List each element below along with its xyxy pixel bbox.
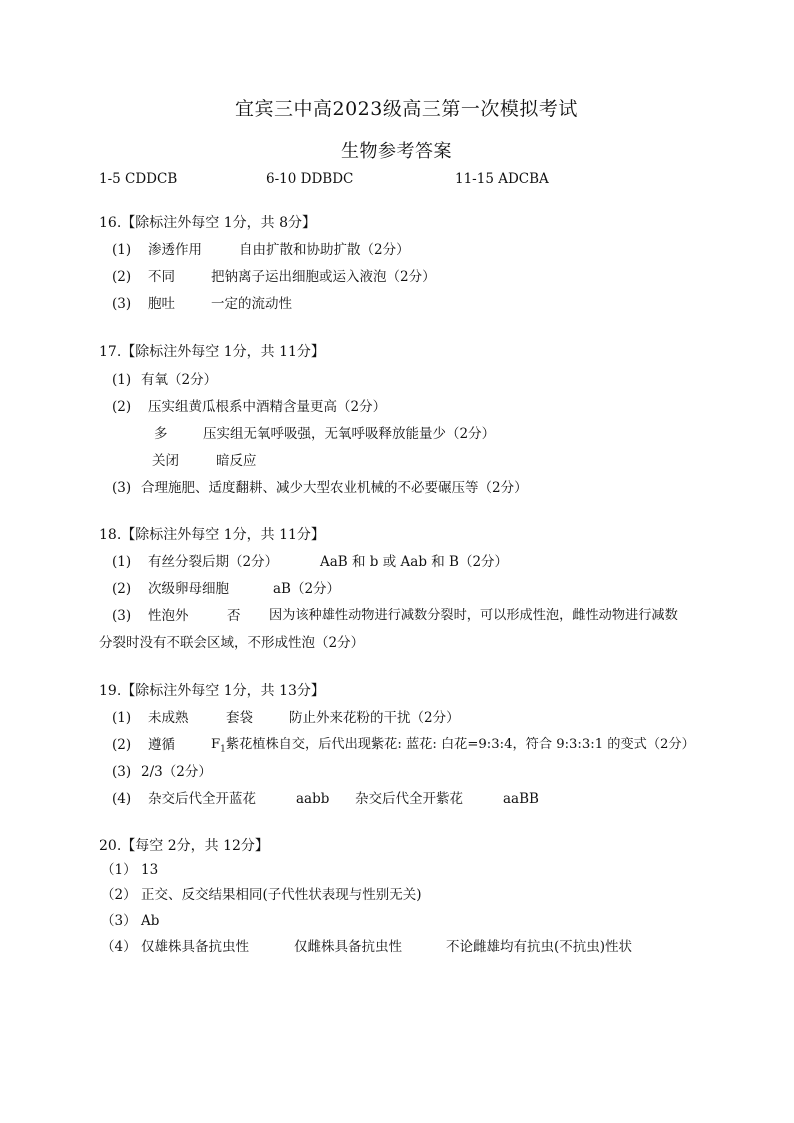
q18-1-answer-a: 有丝分裂后期（2分） xyxy=(148,554,279,570)
q20-2-number: （2） xyxy=(101,887,137,903)
q16-2-answer-b: 把钠离子运出细胞或运入液泡（2分） xyxy=(211,269,436,285)
q20-4-answer-b: 仅雌株具备抗虫性 xyxy=(294,939,402,955)
q19-3-answer: 2/3（2分） xyxy=(141,764,212,780)
q17-2c-answer-b: 暗反应 xyxy=(216,453,257,469)
q19-3-number: (3) xyxy=(112,764,132,780)
q16-1-answer-a: 渗透作用 xyxy=(148,242,202,258)
q16-3-number: (3) xyxy=(112,296,132,312)
q17-1-number: (1) xyxy=(112,372,132,388)
q19-header: 19.【除标注外每空 1分，共 13分】 xyxy=(99,683,325,699)
q19-4-answer-a: 杂交后代全开蓝花 xyxy=(148,791,256,807)
q16-2-answer-a: 不同 xyxy=(148,269,175,285)
q19-4-answer-d: aaBB xyxy=(503,791,539,807)
q19-2-answer-b-text: 紫花植株自交，后代出现紫花: 蓝花: 白花=9:3:4，符合 9:3:3:1 的变式（2分） xyxy=(225,737,695,752)
q19-1-answer-b: 套袋 xyxy=(226,710,253,726)
q19-1-answer-c: 防止外来花粉的干扰（2分） xyxy=(289,710,460,726)
q16-2-number: (2) xyxy=(112,269,132,285)
q17-2c-answer-a: 关闭 xyxy=(152,453,179,469)
q18-3-answer-continued: 分裂时没有不联会区域，不形成性泡（2分） xyxy=(99,635,365,651)
q18-3-answer-c: 因为该种雄性动物进行减数分裂时，可以形成性泡，雌性动物进行减数 xyxy=(269,608,678,623)
q19-2-number: (2) xyxy=(112,737,132,753)
q17-2b-answer-b: 压实组无氧呼吸强，无氧呼吸释放能量少（2分） xyxy=(203,426,496,442)
page-subtitle: 生物参考答案 xyxy=(341,141,452,162)
q18-1-answer-b: AaB 和 b 或 Aab 和 B（2分） xyxy=(320,554,509,570)
mc-answers-11-15: 11-15 ADCBA xyxy=(455,171,549,187)
q17-3-number: (3) xyxy=(112,480,132,496)
q16-1-answer-b: 自由扩散和协助扩散（2分） xyxy=(239,242,410,258)
q18-header: 18.【除标注外每空 1分，共 11分】 xyxy=(99,527,325,543)
q17-1-answer: 有氧（2分） xyxy=(141,372,218,388)
q18-3-answer-a: 性泡外 xyxy=(148,608,189,624)
page-title: 宜宾三中高2023级高三第一次模拟考试 xyxy=(235,98,578,120)
q16-1-number: (1) xyxy=(112,242,132,258)
q19-2-answer-a: 遵循 xyxy=(148,737,175,753)
q20-header: 20.【每空 2分，共 12分】 xyxy=(99,838,269,854)
q20-3-number: （3） xyxy=(101,913,137,929)
q17-3-answer: 合理施肥、适度翻耕、减少大型农业机械的不必要碾压等（2分） xyxy=(141,480,528,496)
q18-3-answer-b: 否 xyxy=(227,608,241,624)
q19-4-answer-b: aabb xyxy=(296,791,330,807)
q20-1-number: （1） xyxy=(101,862,137,878)
q19-1-number: (1) xyxy=(112,710,132,726)
q20-4-answer-a: 仅雄株具备抗虫性 xyxy=(141,939,249,955)
q19-4-number: (4) xyxy=(112,791,132,807)
q18-2-number: (2) xyxy=(112,581,132,597)
q20-3-answer: Ab xyxy=(141,913,160,929)
mc-answers-1-5: 1-5 CDDCB xyxy=(99,171,178,187)
mc-answers-6-10: 6-10 DDBDC xyxy=(266,171,354,187)
q20-4-number: （4） xyxy=(101,939,137,955)
q18-1-number: (1) xyxy=(112,554,132,570)
q19-2-f-subscript: 1 xyxy=(220,744,226,755)
q20-4-answer-c: 不论雌雄均有抗虫(不抗虫)性状 xyxy=(446,939,633,955)
q18-2-answer-b: aB（2分） xyxy=(273,581,341,597)
q19-1-answer-a: 未成熟 xyxy=(148,710,189,726)
q20-1-answer: 13 xyxy=(141,862,159,878)
q17-2-number: (2) xyxy=(112,399,132,415)
q19-4-answer-c: 杂交后代全开紫花 xyxy=(355,791,463,807)
q17-2-answer: 压实组黄瓜根系中酒精含量更高（2分） xyxy=(148,399,387,415)
q18-2-answer-a: 次级卵母细胞 xyxy=(148,581,229,597)
q17-2b-answer-a: 多 xyxy=(154,426,168,442)
q20-2-answer: 正交、反交结果相同(子代性状表现与性别无关) xyxy=(141,887,422,903)
q16-header: 16.【除标注外每空 1分，共 8分】 xyxy=(99,215,316,231)
q18-3-number: (3) xyxy=(112,608,132,624)
q19-2-answer-b xyxy=(211,736,695,759)
q16-3-answer-a: 胞吐 xyxy=(148,296,175,312)
q16-3-answer-b: 一定的流动性 xyxy=(211,296,292,312)
q17-header: 17.【除标注外每空 1分，共 11分】 xyxy=(99,344,325,360)
q19-2-f-label: F xyxy=(211,737,221,752)
